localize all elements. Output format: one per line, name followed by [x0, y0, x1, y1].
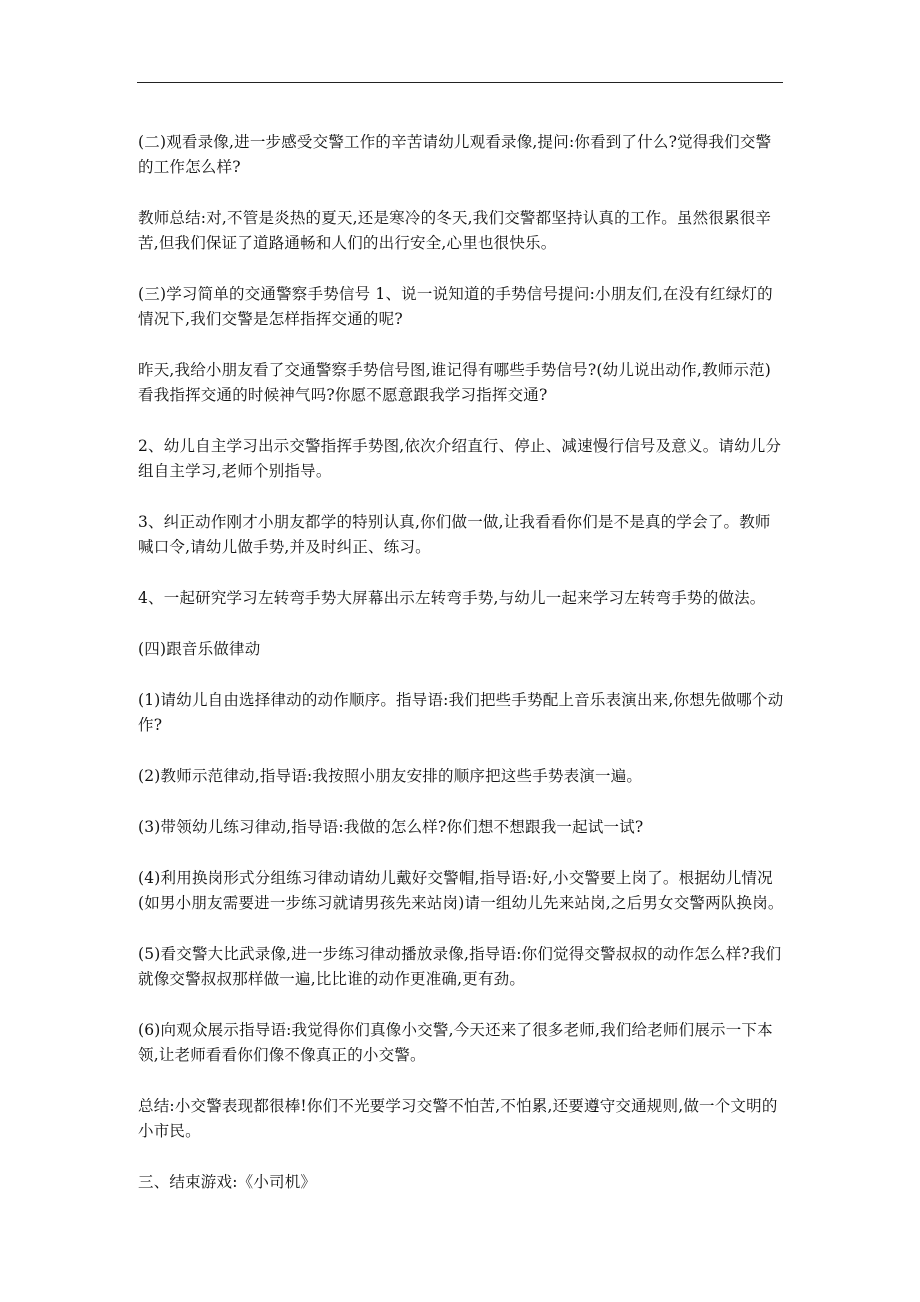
paragraph-learn-signals: (三)学习简单的交通警察手势信号 1、说一说知道的手势信号提问:小朋友们,在没有红绿灯的情况下,我们交警是怎样指挥交通的呢? — [138, 285, 773, 328]
header-divider-line — [137, 82, 783, 83]
paragraph-self-study: 2、幼儿自主学习出示交警指挥手势图,依次介绍直行、停止、减速慢行信号及意义。请幼儿分组自主学习,老师个别指导。 — [138, 437, 782, 480]
paragraph-correct-actions: 3、纠正动作刚才小朋友都学的特别认真,你们做一做,让我看看你们是不是真的学会了。教师喊口令,请幼儿做手势,并及时纠正、练习。 — [138, 513, 771, 556]
paragraph-step-3: (3)带领幼儿练习律动,指导语:我做的怎么样?你们想不想跟我一起试一试? — [138, 818, 644, 836]
paragraph-step-6: (6)向观众展示指导语:我觉得你们真像小交警,今天还来了很多老师,我们给老师们展示一下本领,让老师看看你们像不像真正的小交警。 — [138, 1021, 773, 1064]
paragraph-step-5: (5)看交警大比武录像,进一步练习律动播放录像,指导语:你们觉得交警叔叔的动作怎么样?我们就像交警叔叔那样做一遍,比比谁的动作更准确,更有劲。 — [138, 945, 782, 988]
section-heading-ending-game: 三、结束游戏:《小司机》 — [138, 1173, 317, 1191]
paragraph-yesterday: 昨天,我给小朋友看了交通警察手势信号图,谁记得有哪些手势信号?(幼儿说出动作,教师示范)看我指挥交通的时候神气吗?你愿不愿意跟我学习指挥交通? — [138, 361, 771, 404]
paragraph-conclusion: 总结:小交警表现都很棒!你们不光要学习交警不怕苦,不怕累,还要遵守交通规则,做一个文明的小市民。 — [138, 1097, 778, 1140]
paragraph-step-2: (2)教师示范律动,指导语:我按照小朋友安排的顺序把这些手势表演一遍。 — [138, 767, 643, 785]
paragraph-left-turn: 4、一起研究学习左转弯手势大屏幕出示左转弯手势,与幼儿一起来学习左转弯手势的做法。 — [138, 589, 766, 607]
document-body — [138, 130, 786, 1221]
paragraph-watch-video: (二)观看录像,进一步感受交警工作的辛苦请幼儿观看录像,提问:你看到了什么?觉得我们交警的工作怎么样? — [138, 133, 772, 176]
paragraph-teacher-summary: 教师总结:对,不管是炎热的夏天,还是寒冷的冬天,我们交警都坚持认真的工作。虽然很累很辛苦,但我们保证了道路通畅和人们的出行安全,心里也很快乐。 — [138, 209, 772, 252]
paragraph-step-4: (4)利用换岗形式分组练习律动请幼儿戴好交警帽,指导语:好,小交警要上岗了。根据幼儿情况(如男小朋友需要进一步练习就请男孩先来站岗)请一组幼儿先来站岗,之后男女交警两队换岗。 — [138, 869, 784, 912]
section-heading-rhythm: (四)跟音乐做律动 — [138, 640, 261, 658]
paragraph-step-1: (1)请幼儿自由选择律动的动作顺序。指导语:我们把些手势配上音乐表演出来,你想先做哪个动作? — [138, 691, 784, 734]
